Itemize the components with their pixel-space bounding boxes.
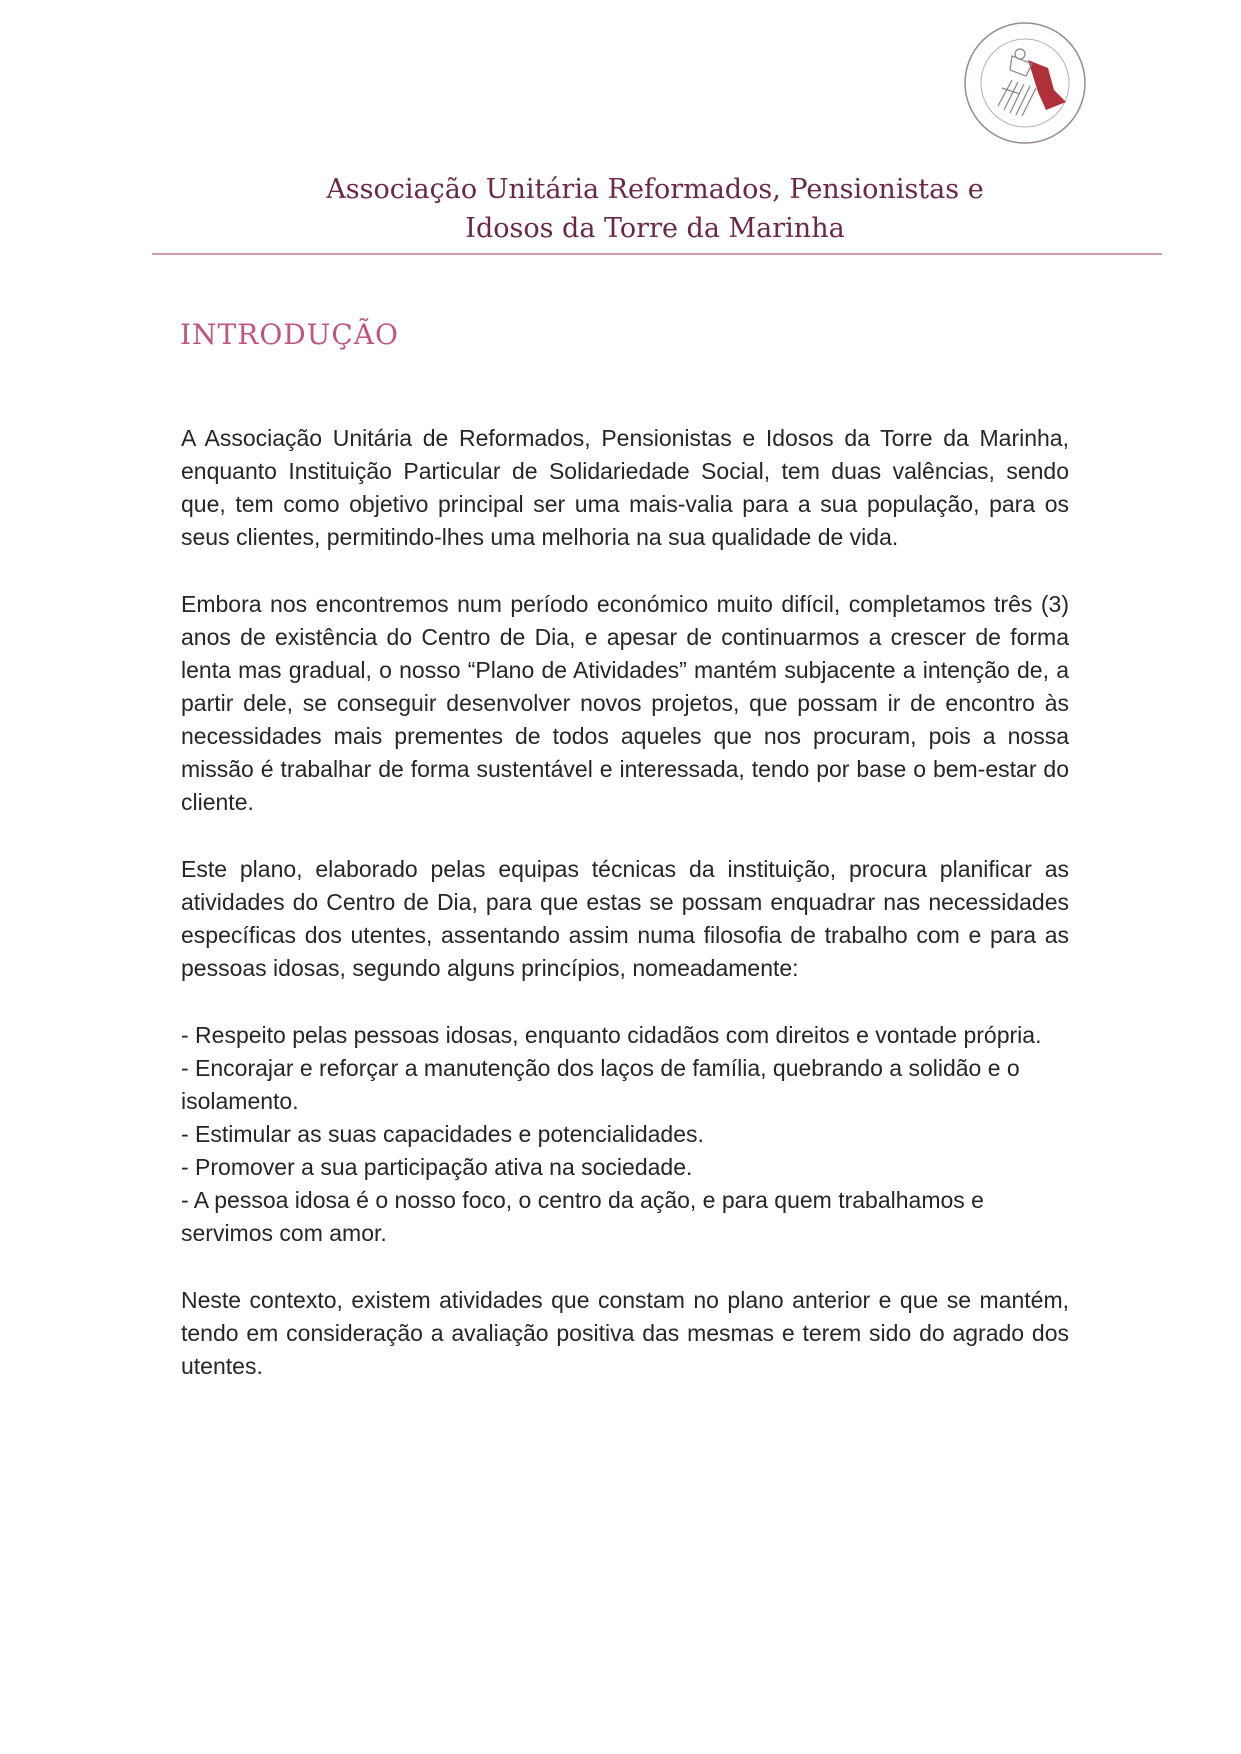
- principle-item: - Encorajar e reforçar a manutenção dos laços de família, quebrando a solidão e o isolamento.: [181, 1055, 1020, 1114]
- organization-header: [150, 170, 1160, 248]
- intro-paragraph-2: Embora nos encontremos num período económico muito difícil, completamos três (3) anos de existência do Centro de Dia, e apesar de continuarmos a crescer de forma lenta mas gradual, o nosso “Plano de Atividades” mantém subjacente a intenção de, a partir dele, se conseguir desenvolver novos projetos, que possam ir de encontro às necessidades mais prementes de todos aqueles que nos procuram, pois a nossa missão é trabalhar de forma sustentável e interessada, tendo por base o bem-estar do cliente.: [181, 591, 1069, 815]
- association-seal-icon: [950, 18, 1100, 148]
- header-divider: [152, 253, 1162, 255]
- principle-item: - Estimular as suas capacidades e potencialidades.: [181, 1121, 704, 1147]
- intro-paragraph-3: Este plano, elaborado pelas equipas técnicas da instituição, procura planificar as atividades do Centro de Dia, para que estas se possam enquadrar nas necessidades específicas dos utentes, assentando assim numa filosofia de trabalho com e para as pessoas idosas, segundo alguns princípios, nomeadamente:: [181, 856, 1069, 981]
- principle-item: - Respeito pelas pessoas idosas, enquanto cidadãos com direitos e vontade própria.: [181, 1022, 1042, 1048]
- principle-item: - Promover a sua participação ativa na sociedade.: [181, 1154, 693, 1180]
- principles-list: [181, 1019, 1069, 1250]
- organization-name-line-1: Associação Unitária Reformados, Pensionistas e: [326, 174, 984, 205]
- closing-paragraph: Neste contexto, existem atividades que constam no plano anterior e que se mantém, tendo em consideração a avaliação positiva das mesmas e terem sido do agrado dos utentes.: [181, 1287, 1069, 1379]
- section-title: INTRODUÇÃO: [180, 318, 399, 351]
- document-body: [181, 422, 1069, 1417]
- principle-item: - A pessoa idosa é o nosso foco, o centro da ação, e para quem trabalhamos e servimos com amor.: [181, 1187, 984, 1246]
- organization-name-line-2: Idosos da Torre da Marinha: [465, 213, 845, 244]
- intro-paragraph-1: A Associação Unitária de Reformados, Pensionistas e Idosos da Torre da Marinha, enquanto Instituição Particular de Solidariedade Social, tem duas valências, sendo que, tem como objetivo principal ser uma mais-valia para a sua população, para os seus clientes, permitindo-lhes uma melhoria na sua qualidade de vida.: [181, 425, 1069, 550]
